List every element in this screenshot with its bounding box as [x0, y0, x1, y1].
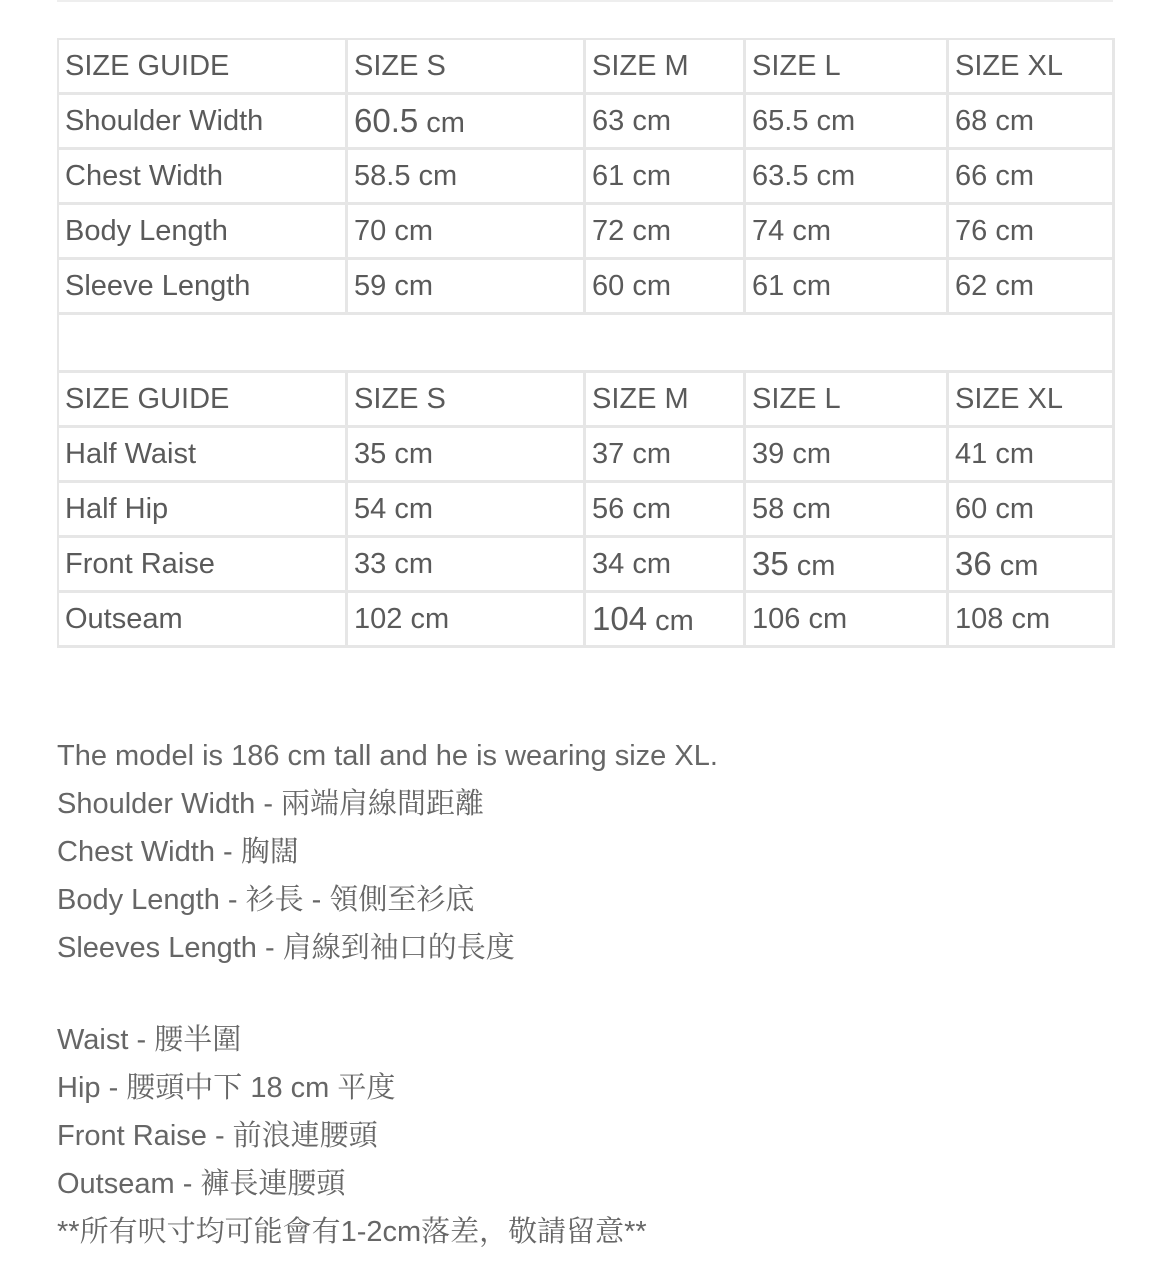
header-cell: SIZE L — [746, 373, 949, 428]
header-cell: SIZE S — [348, 373, 586, 428]
table-cell — [348, 95, 586, 150]
cell-unit: cm — [418, 107, 465, 139]
header-cell: SIZE XL — [949, 373, 1115, 428]
table-cell: 63 cm — [586, 95, 746, 150]
size-guide-table — [57, 38, 1115, 648]
table-cell: 66 cm — [949, 150, 1115, 205]
cell-number: 60.5 — [354, 102, 419, 139]
size-notes — [57, 732, 1117, 1256]
table-cell: 63.5 cm — [746, 150, 949, 205]
table-cell: 35 cm — [348, 428, 586, 483]
cell-number: 36 — [955, 545, 992, 582]
table-cell: 60 cm — [586, 260, 746, 315]
table-row — [59, 593, 1115, 648]
table-cell: 56 cm — [586, 483, 746, 538]
header-cell: SIZE XL — [949, 40, 1115, 95]
row-label: Outseam — [59, 593, 348, 648]
table-cell: 41 cm — [949, 428, 1115, 483]
definition-line: Front Raise - 前浪連腰頭 — [57, 1120, 378, 1152]
table-cell: 60 cm — [949, 483, 1115, 538]
header-cell: SIZE GUIDE — [59, 40, 348, 95]
row-label: Front Raise — [59, 538, 348, 593]
table-cell: 106 cm — [746, 593, 949, 648]
table-cell: 58.5 cm — [348, 150, 586, 205]
cell-number: 104 — [592, 600, 648, 637]
definition-line: Body Length - 衫長 - 領側至衫底 — [57, 884, 475, 916]
table-cell: 39 cm — [746, 428, 949, 483]
notes-gap — [57, 972, 1117, 1016]
header-cell: SIZE M — [586, 373, 746, 428]
header-cell: SIZE L — [746, 40, 949, 95]
table-row — [59, 95, 1115, 150]
table-row — [59, 428, 1115, 483]
table-row — [59, 483, 1115, 538]
table-cell: 58 cm — [746, 483, 949, 538]
row-label: Shoulder Width — [59, 95, 348, 150]
table-cell — [586, 593, 746, 648]
definition-line: Sleeves Length - 肩線到袖口的長度 — [57, 932, 515, 964]
table-cell: 61 cm — [746, 260, 949, 315]
table-header-row — [59, 373, 1115, 428]
table-cell — [746, 538, 949, 593]
table-cell: 68 cm — [949, 95, 1115, 150]
tolerance-note: **所有呎寸均可能會有1-2cm落差，敬請留意** — [57, 1216, 647, 1248]
header-cell: SIZE GUIDE — [59, 373, 348, 428]
table-cell: 34 cm — [586, 538, 746, 593]
spacer-cell — [59, 315, 1115, 373]
table-cell: 70 cm — [348, 205, 586, 260]
header-cell: SIZE M — [586, 40, 746, 95]
table-cell: 59 cm — [348, 260, 586, 315]
table-row — [59, 538, 1115, 593]
row-label: Sleeve Length — [59, 260, 348, 315]
spacer-row — [59, 315, 1115, 373]
definition-line: Chest Width - 胸闊 — [57, 836, 299, 868]
top-divider — [57, 0, 1113, 2]
cell-number: 35 — [752, 545, 789, 582]
cell-unit: cm — [647, 605, 694, 637]
table-header-row — [59, 40, 1115, 95]
table-cell: 54 cm — [348, 483, 586, 538]
cell-unit: cm — [788, 550, 836, 582]
table-row — [59, 205, 1115, 260]
table-cell: 33 cm — [348, 538, 586, 593]
row-label: Half Hip — [59, 483, 348, 538]
row-label: Body Length — [59, 205, 348, 260]
row-label: Half Waist — [59, 428, 348, 483]
table-cell: 102 cm — [348, 593, 586, 648]
definition-line: Hip - 腰頭中下 18 cm 平度 — [57, 1072, 396, 1104]
table-cell: 108 cm — [949, 593, 1115, 648]
table-cell — [949, 538, 1115, 593]
table-cell: 61 cm — [586, 150, 746, 205]
table-cell: 37 cm — [586, 428, 746, 483]
table-cell: 76 cm — [949, 205, 1115, 260]
definition-line: Outseam - 褲長連腰頭 — [57, 1168, 346, 1200]
table-cell: 74 cm — [746, 205, 949, 260]
table-cell: 72 cm — [586, 205, 746, 260]
definition-line: Waist - 腰半圍 — [57, 1024, 242, 1056]
header-cell: SIZE S — [348, 40, 586, 95]
table-cell: 62 cm — [949, 260, 1115, 315]
row-label: Chest Width — [59, 150, 348, 205]
model-note: The model is 186 cm tall and he is wearing size XL. — [57, 740, 718, 772]
table-row — [59, 150, 1115, 205]
table-row — [59, 260, 1115, 315]
cell-unit: cm — [991, 550, 1039, 582]
definition-line: Shoulder Width - 兩端肩線間距離 — [57, 788, 485, 820]
table-cell: 65.5 cm — [746, 95, 949, 150]
